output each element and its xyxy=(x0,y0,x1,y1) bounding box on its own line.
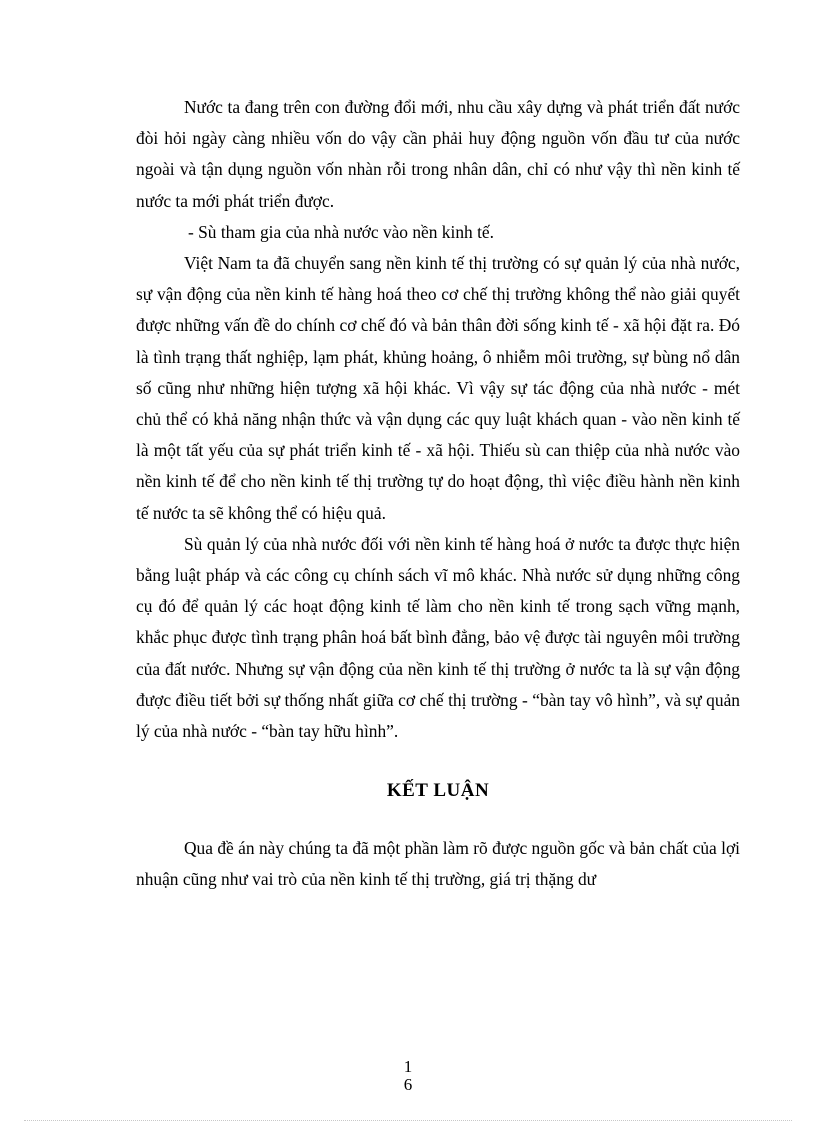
conclusion-heading: KẾT LUẬN xyxy=(386,780,490,802)
page-number xyxy=(393,1058,423,1094)
paragraph-investment-capital: Nước ta đang trên con đường đổi mới, nhu cầu xây dựng và phát triển đất nước đòi hỏi ngày càng nhiều vốn do vậy cần phải huy động nguồn vốn đầu tư của nước ngoài và tận dụng nguồn vốn nhàn rỗi trong nhân dân, chỉ có như vậy thì nền kinh tế nước ta mới phát triển được. xyxy=(136,97,740,211)
page-number-line-1: 1 xyxy=(403,1057,413,1076)
page-number-line-2: 6 xyxy=(403,1075,413,1094)
document-body xyxy=(136,92,740,896)
paragraph-conclusion: Qua đề án này chúng ta đã một phần làm rõ được nguồn gốc và bản chất của lợi nhuận cũng như vai trò của nền kinh tế thị trường, giá trị thặng dư xyxy=(136,838,740,890)
page-bottom-divider xyxy=(24,1120,792,1121)
paragraph-state-management: Sù quản lý của nhà nước đối với nền kinh tế hàng hoá ở nước ta được thực hiện bằng luật pháp và các công cụ chính sách vĩ mô khác. Nhà nước sử dụng những công cụ đó để quản lý các hoạt động kinh tế làm cho nền kinh tế trong sạch vững mạnh, khắc phục được tình trạng phân hoá bất bình đẳng, bảo vệ được tài nguyên môi trường của đất nước. Nhưng sự vận động của nền kinh tế thị trường ở nước ta là sự vận động được điều tiết bởi sự thống nhất giữa cơ chế thị trường - “bàn tay vô hình”, và sự quản lý của nhà nước - “bàn tay hữu hình”. xyxy=(136,533,740,742)
paragraph-market-economy: Việt Nam ta đã chuyển sang nền kinh tế thị trường có sự quản lý của nhà nước, sự vận động của nền kinh tế hàng hoá theo cơ chế thị trường không thể nào giải quyết được những vấn đề do chính cơ chế đó và bản thân đời sống kinh tế - xã hội đặt ra. Đó là tình trạng thất nghiệp, lạm phát, khủng hoảng, ô nhiễm môi trường, sự bùng nổ dân số cũng như những hiện tượng xã hội khác. Vì vậy sự tác động của nhà nước - mét chủ thể có khả năng nhận thức và vận dụng các quy luật khách quan - vào nền kinh tế là một tất yếu của sự phát triển kinh tế - xã hội. Thiếu sù can thiệp của nhà nước vào nền kinh tế để cho nền kinh tế thị trường tự do hoạt động, thì việc điều hành nền kinh tế nước ta sẽ không thể có hiệu quả. xyxy=(136,253,740,523)
bullet-state-participation: - Sù tham gia của nhà nước vào nền kinh tế. xyxy=(188,221,494,242)
